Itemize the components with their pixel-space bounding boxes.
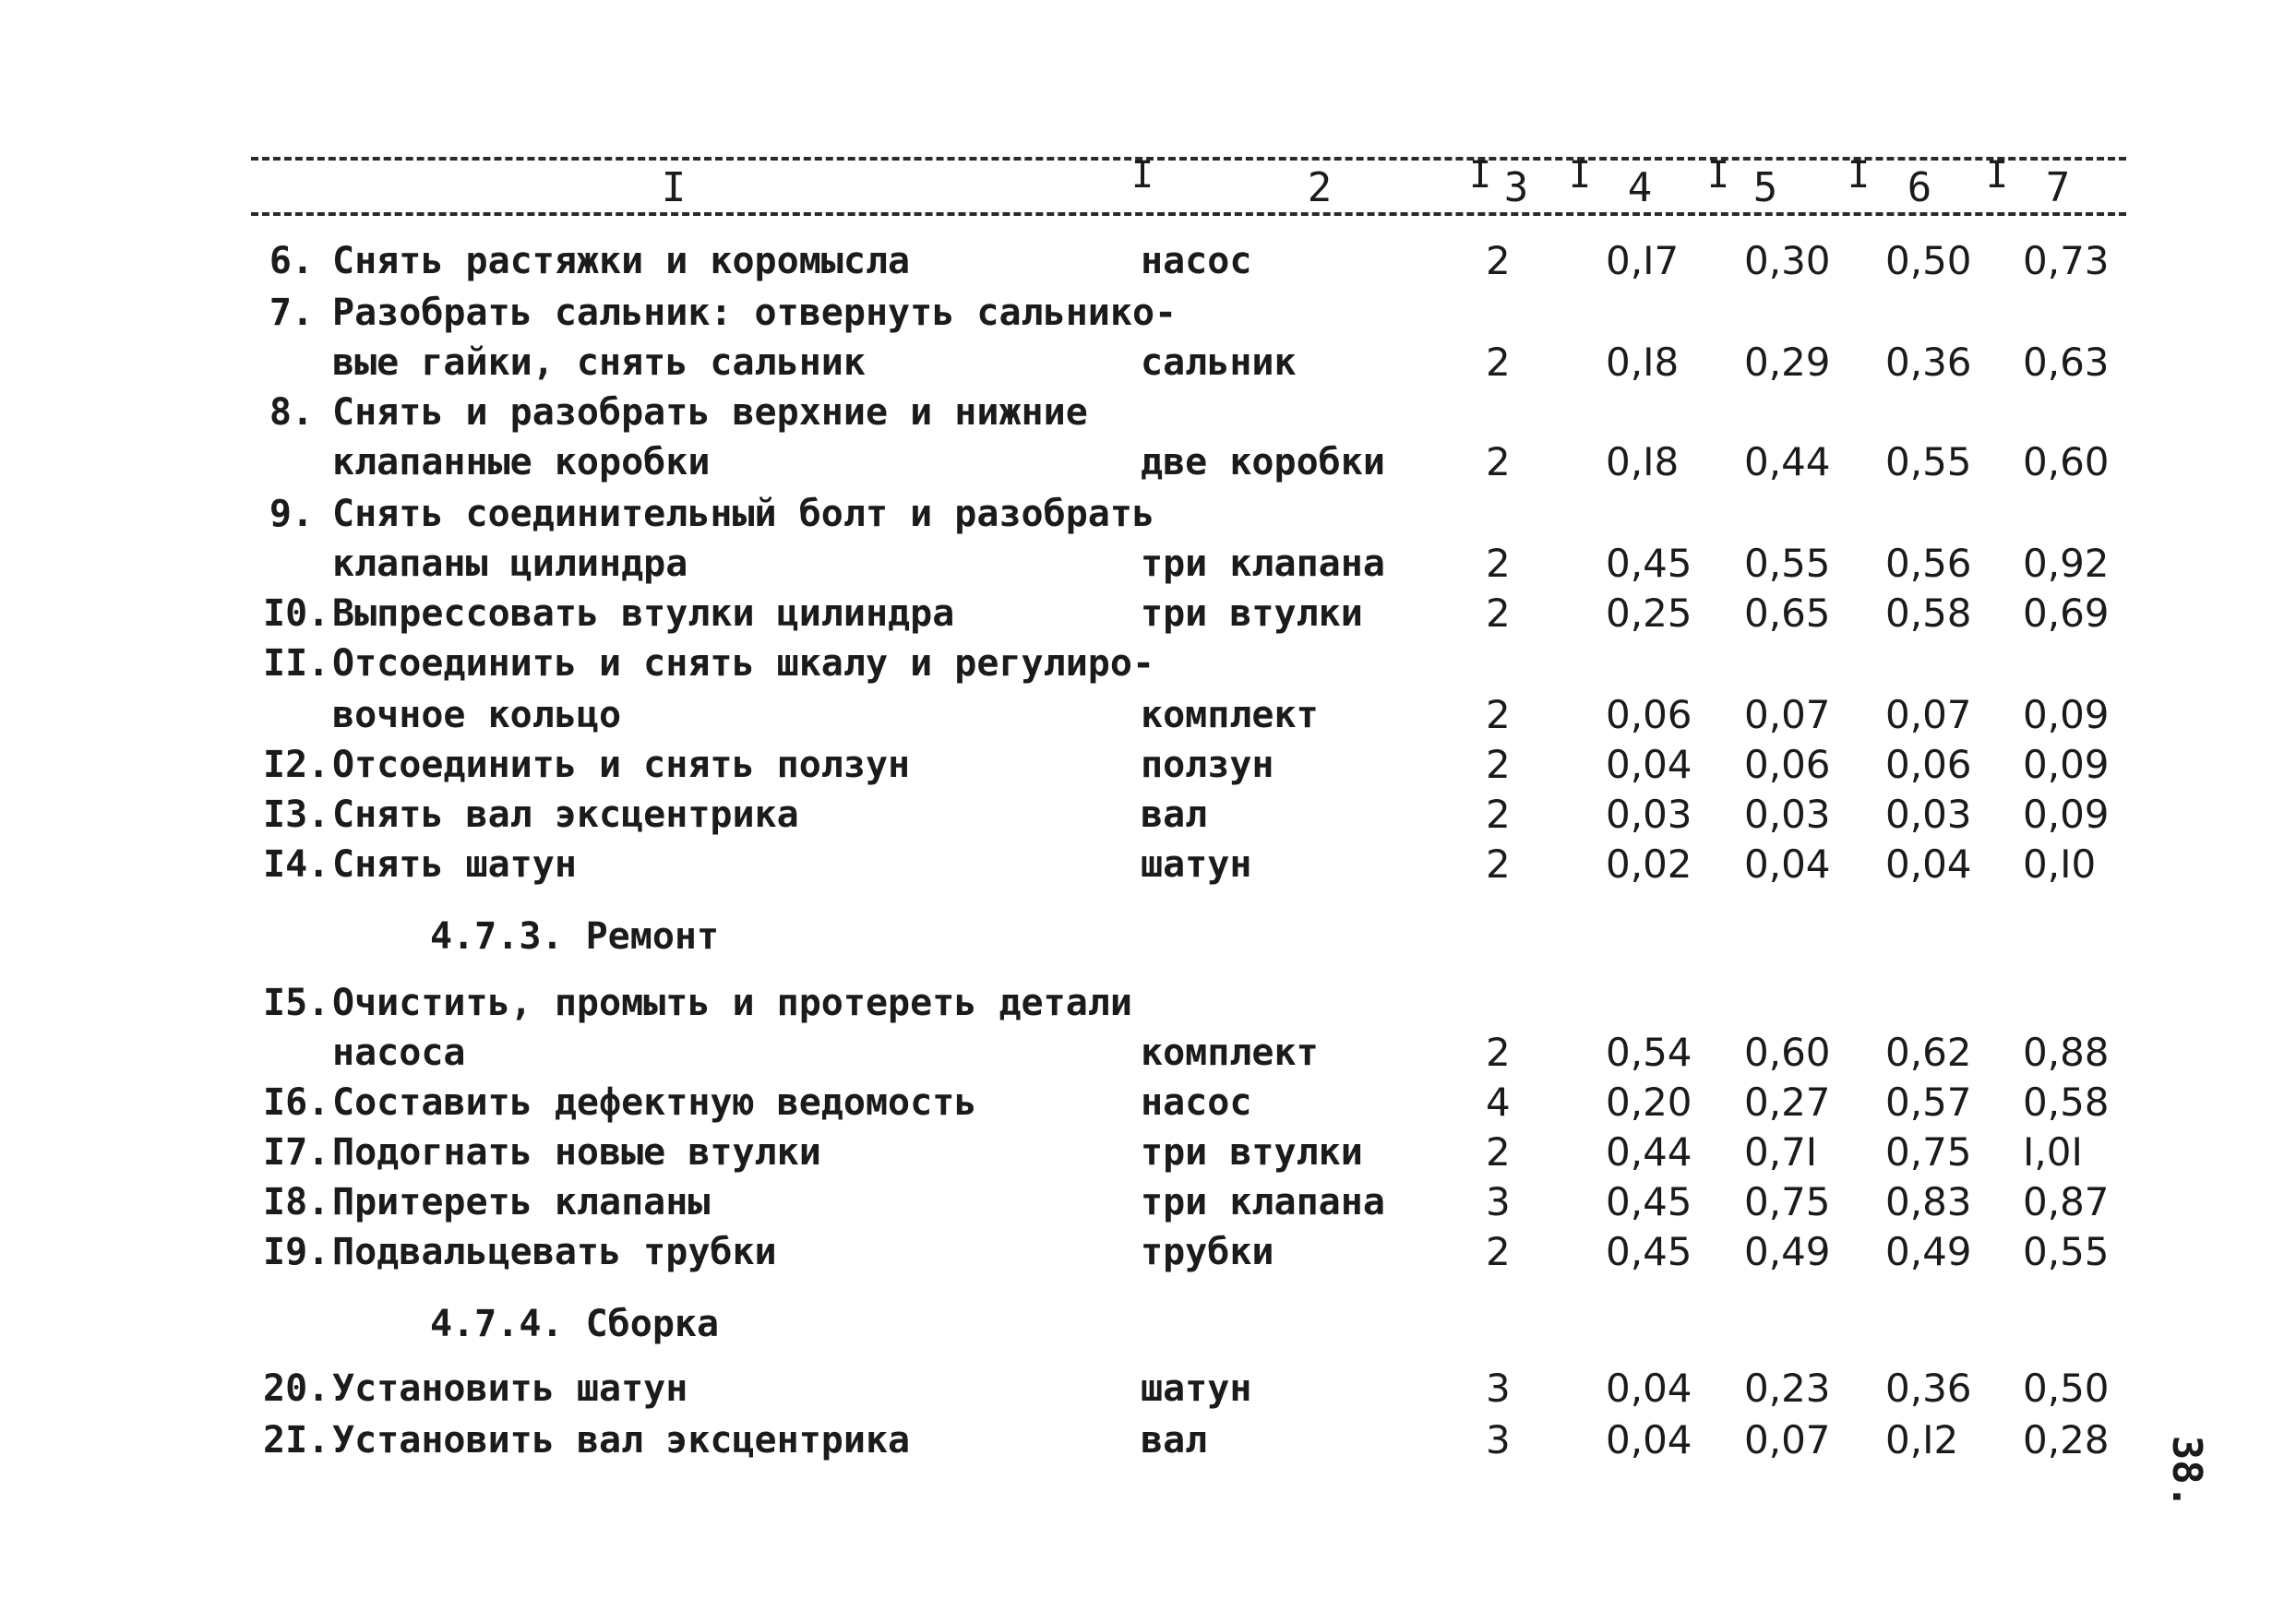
section-heading-repair: 4.7.3. Ремонт: [430, 915, 720, 958]
table-row-continuation: [0, 338, 2296, 388]
task-text: Снять растяжки и коромысла: [332, 240, 911, 282]
header-col-6: 6: [1907, 164, 1932, 211]
col3-value: 4: [1486, 1080, 1511, 1125]
col4-value: 0,02: [1606, 841, 1692, 887]
row-number: I9.: [263, 1231, 330, 1273]
row-number: I5.: [263, 982, 330, 1024]
section-heading-assembly: 4.7.4. Сборка: [430, 1303, 720, 1345]
task-text: Подогнать новые втулки: [332, 1131, 821, 1174]
unit-text: три втулки: [1141, 1131, 1363, 1174]
col4-value: 0,25: [1606, 591, 1692, 636]
col5-value: 0,03: [1744, 792, 1831, 837]
table-row: [0, 840, 2296, 889]
table-row: [0, 638, 2296, 688]
task-text: Выпрессовать втулки цилиндра: [332, 592, 955, 635]
col3-value: 2: [1486, 692, 1511, 737]
task-text: Составить дефектную ведомость: [332, 1081, 977, 1124]
row-number: I0.: [263, 592, 330, 635]
unit-text: сальник: [1141, 341, 1297, 384]
col6-value: 0,75: [1885, 1129, 1972, 1175]
col4-value: 0,06: [1606, 692, 1692, 737]
table-row: [0, 388, 2296, 437]
col6-value: 0,56: [1885, 541, 1972, 586]
unit-text: три клапана: [1141, 543, 1385, 585]
col7-value: I,0I: [2023, 1129, 2083, 1175]
table-row: [0, 489, 2296, 539]
task-text: Притереть клапаны: [332, 1181, 711, 1223]
unit-text: вал: [1141, 794, 1208, 836]
col4-value: 0,45: [1606, 1179, 1692, 1224]
col7-value: 0,55: [2023, 1229, 2110, 1274]
col4-value: 0,03: [1606, 792, 1692, 837]
col3-value: 2: [1486, 841, 1511, 887]
col6-value: 0,36: [1885, 1366, 1972, 1411]
col3-value: 3: [1486, 1179, 1511, 1224]
col7-value: 0,63: [2023, 340, 2110, 385]
unit-text: две коробки: [1141, 441, 1385, 483]
row-number: 20.: [263, 1367, 330, 1410]
unit-text: насос: [1141, 240, 1252, 282]
col7-value: 0,09: [2023, 792, 2110, 837]
task-text: Отсоединить и снять шкалу и регулиро-: [332, 642, 1155, 685]
table-row-continuation: [0, 437, 2296, 487]
col7-value: 0,I0: [2023, 841, 2097, 887]
col5-value: 0,55: [1744, 541, 1831, 586]
row-number: 7.: [269, 292, 314, 334]
col4-value: 0,45: [1606, 1229, 1692, 1274]
col7-value: 0,73: [2023, 238, 2110, 283]
table-row: [0, 1227, 2296, 1277]
row-number: 8.: [269, 391, 314, 434]
header-col-7: 7: [2045, 164, 2071, 211]
col6-value: 0,36: [1885, 340, 1972, 385]
col4-value: 0,54: [1606, 1030, 1692, 1075]
col3-value: 2: [1486, 1030, 1511, 1075]
row-number: I7.: [263, 1131, 330, 1174]
row-number: I2.: [263, 744, 330, 786]
table-row-continuation: [0, 690, 2296, 740]
col5-value: 0,07: [1744, 692, 1831, 737]
col3-value: 2: [1486, 591, 1511, 636]
table-row: [0, 1177, 2296, 1227]
table-row: [0, 1415, 2296, 1465]
page-number: 38.: [2163, 1435, 2211, 1510]
row-number: I3.: [263, 794, 330, 836]
header-col-3: 3: [1503, 164, 1529, 211]
unit-text: три клапана: [1141, 1181, 1385, 1223]
row-number: 2I.: [263, 1419, 330, 1462]
unit-text: шатун: [1141, 843, 1252, 886]
task-text: Снять шатун: [332, 843, 577, 886]
col5-value: 0,30: [1744, 238, 1831, 283]
col7-value: 0,87: [2023, 1179, 2110, 1224]
col3-value: 2: [1486, 742, 1511, 787]
col3-value: 2: [1486, 439, 1511, 484]
task-text: клапанные коробки: [332, 441, 711, 483]
col3-value: 2: [1486, 1229, 1511, 1274]
col7-value: 0,88: [2023, 1030, 2110, 1075]
col3-value: 2: [1486, 340, 1511, 385]
col6-value: 0,49: [1885, 1229, 1972, 1274]
row-number: II.: [263, 642, 330, 685]
col5-value: 0,7I: [1744, 1129, 1818, 1175]
task-text: насоса: [332, 1032, 466, 1074]
col4-value: 0,45: [1606, 541, 1692, 586]
table-header: [0, 154, 2296, 216]
col4-value: 0,44: [1606, 1129, 1692, 1175]
unit-text: насос: [1141, 1081, 1252, 1124]
col5-value: 0,60: [1744, 1030, 1831, 1075]
col7-value: 0,69: [2023, 591, 2110, 636]
header-sep: I: [1986, 154, 2009, 197]
task-text: Снять вал эксцентрика: [332, 794, 799, 836]
table-row-continuation: [0, 1028, 2296, 1078]
col6-value: 0,06: [1885, 742, 1972, 787]
col5-value: 0,07: [1744, 1417, 1831, 1462]
task-text: Отсоединить и снять ползун: [332, 744, 911, 786]
col7-value: 0,50: [2023, 1366, 2110, 1411]
col3-value: 2: [1486, 1129, 1511, 1175]
col7-value: 0,09: [2023, 742, 2110, 787]
col7-value: 0,60: [2023, 439, 2110, 484]
header-sep: I: [1131, 154, 1154, 197]
task-text: Снять и разобрать верхние и нижние: [332, 391, 1088, 434]
col5-value: 0,06: [1744, 742, 1831, 787]
task-text: Снять соединительный болт и разобрать: [332, 493, 1155, 535]
col4-value: 0,I7: [1606, 238, 1680, 283]
col6-value: 0,83: [1885, 1179, 1972, 1224]
task-text: Установить шатун: [332, 1367, 688, 1410]
header-sep: I: [1469, 154, 1492, 197]
col6-value: 0,04: [1885, 841, 1972, 887]
col3-value: 2: [1486, 792, 1511, 837]
task-text: Разобрать сальник: отвернуть сальнико-: [332, 292, 1178, 334]
col4-value: 0,04: [1606, 1417, 1692, 1462]
unit-text: вал: [1141, 1419, 1208, 1462]
col3-value: 2: [1486, 541, 1511, 586]
col5-value: 0,29: [1744, 340, 1831, 385]
col6-value: 0,I2: [1885, 1417, 1959, 1462]
row-number: I4.: [263, 843, 330, 886]
col5-value: 0,65: [1744, 591, 1831, 636]
col7-value: 0,09: [2023, 692, 2110, 737]
col6-value: 0,50: [1885, 238, 1972, 283]
table-row: [0, 1364, 2296, 1414]
table-row: [0, 1128, 2296, 1177]
table-row: [0, 236, 2296, 286]
col3-value: 3: [1486, 1417, 1511, 1462]
table-row: [0, 288, 2296, 338]
header-col-1: I: [661, 164, 687, 211]
header-col-4: 4: [1627, 164, 1653, 211]
header-col-2: 2: [1307, 164, 1333, 211]
table-row: [0, 978, 2296, 1028]
task-text: вочное кольцо: [332, 694, 622, 736]
col6-value: 0,55: [1885, 439, 1972, 484]
col4-value: 0,04: [1606, 1366, 1692, 1411]
col5-value: 0,49: [1744, 1229, 1831, 1274]
row-number: 6.: [269, 240, 314, 282]
col7-value: 0,92: [2023, 541, 2110, 586]
col3-value: 3: [1486, 1366, 1511, 1411]
col5-value: 0,23: [1744, 1366, 1831, 1411]
unit-text: ползун: [1141, 744, 1274, 786]
col5-value: 0,04: [1744, 841, 1831, 887]
task-text: Очистить, промыть и протереть детали: [332, 982, 1132, 1024]
task-text: Установить вал эксцентрика: [332, 1419, 911, 1462]
header-sep: I: [1848, 154, 1871, 197]
unit-text: комплект: [1141, 694, 1319, 736]
col6-value: 0,57: [1885, 1080, 1972, 1125]
table-row: [0, 790, 2296, 840]
col7-value: 0,58: [2023, 1080, 2110, 1125]
col4-value: 0,20: [1606, 1080, 1692, 1125]
col7-value: 0,28: [2023, 1417, 2110, 1462]
table-row: [0, 589, 2296, 638]
col5-value: 0,44: [1744, 439, 1831, 484]
table-row: [0, 740, 2296, 790]
unit-text: шатун: [1141, 1367, 1252, 1410]
col5-value: 0,27: [1744, 1080, 1831, 1125]
task-text: клапаны цилиндра: [332, 543, 688, 585]
table-row: [0, 1078, 2296, 1128]
header-sep: I: [1707, 154, 1730, 197]
col6-value: 0,58: [1885, 591, 1972, 636]
col6-value: 0,07: [1885, 692, 1972, 737]
task-text: Подвальцевать трубки: [332, 1231, 777, 1273]
col6-value: 0,03: [1885, 792, 1972, 837]
row-number: I6.: [263, 1081, 330, 1124]
row-number: I8.: [263, 1181, 330, 1223]
header-sep: I: [1569, 154, 1592, 197]
unit-text: трубки: [1141, 1231, 1274, 1273]
col4-value: 0,I8: [1606, 340, 1680, 385]
col4-value: 0,04: [1606, 742, 1692, 787]
task-text: вые гайки, снять сальник: [332, 341, 866, 384]
col3-value: 2: [1486, 238, 1511, 283]
unit-text: комплект: [1141, 1032, 1319, 1074]
col6-value: 0,62: [1885, 1030, 1972, 1075]
col5-value: 0,75: [1744, 1179, 1831, 1224]
table-row-continuation: [0, 539, 2296, 589]
col4-value: 0,I8: [1606, 439, 1680, 484]
header-col-5: 5: [1752, 164, 1778, 211]
row-number: 9.: [269, 493, 314, 535]
unit-text: три втулки: [1141, 592, 1363, 635]
